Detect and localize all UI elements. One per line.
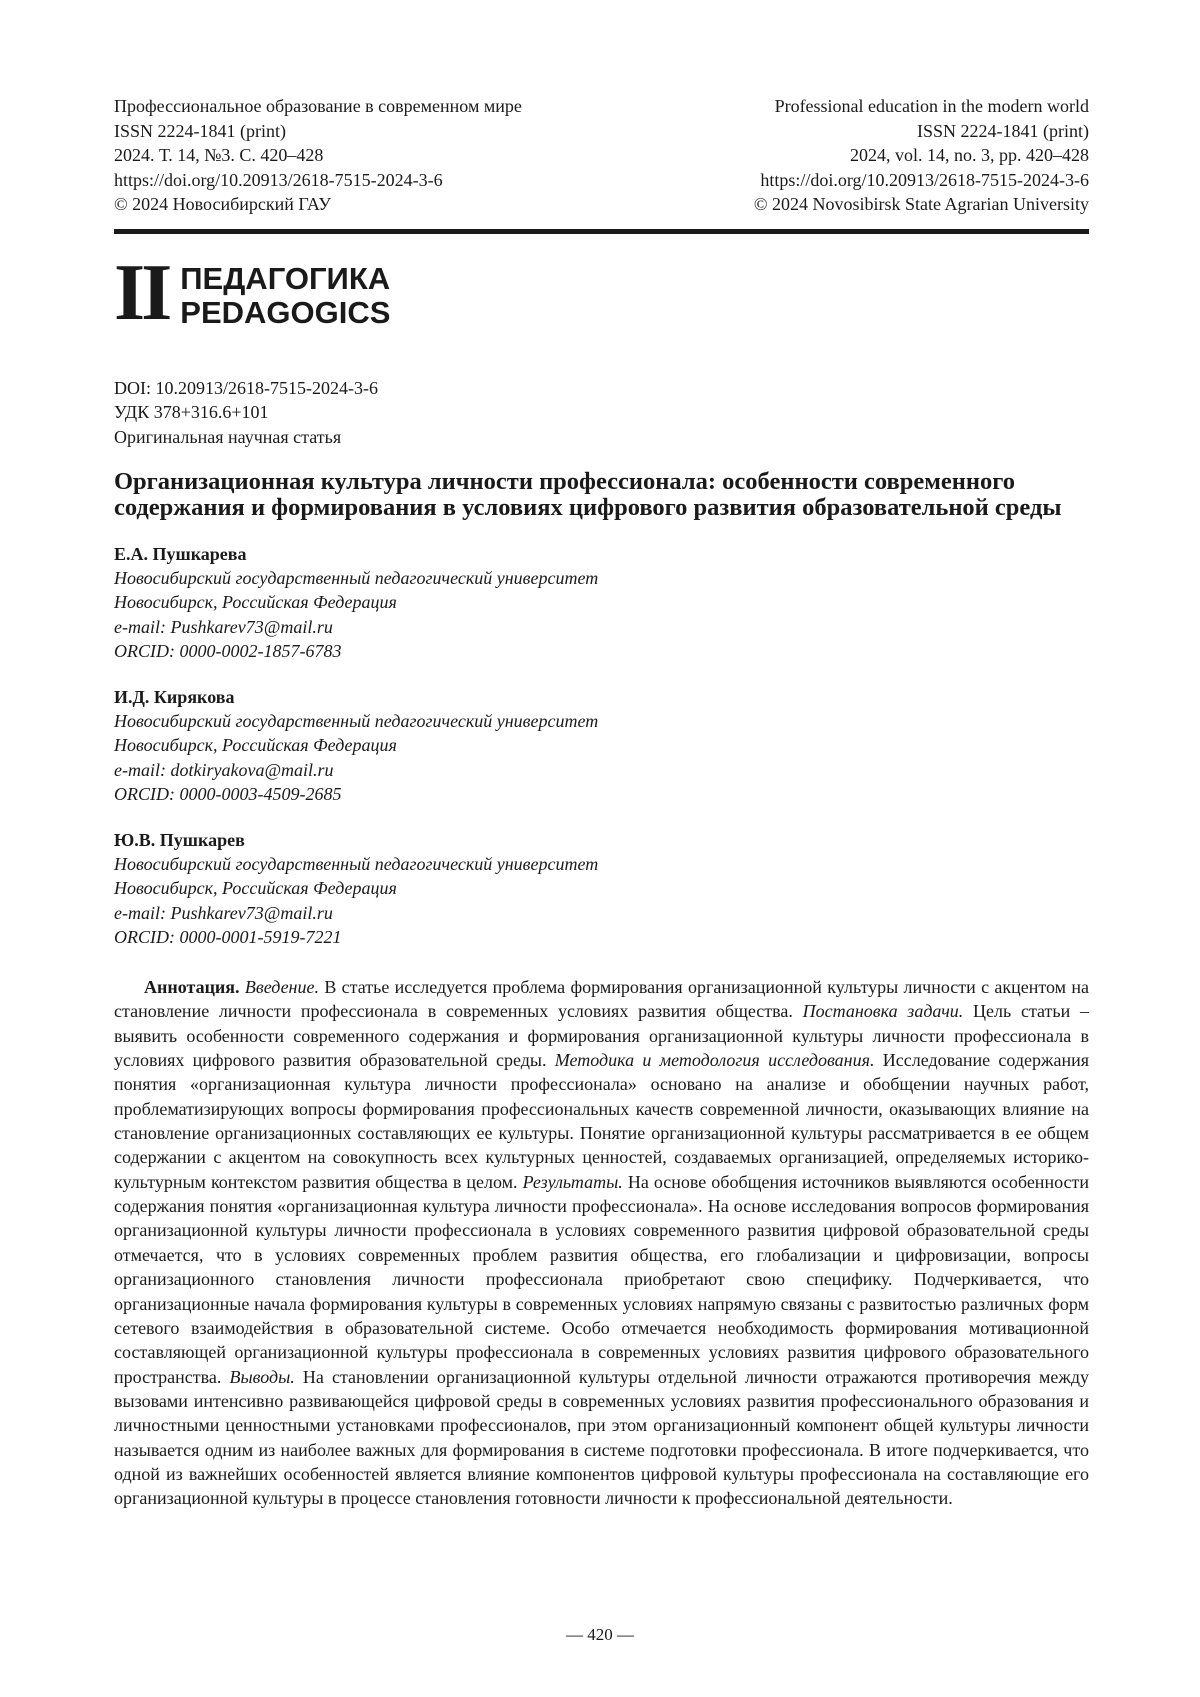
journal-header: [114, 94, 1089, 217]
author-email[interactable]: e-mail: dotkiryakova@mail.ru: [114, 758, 1089, 782]
abstract-conclusions-text: На становлении организационной культуры отдельной личности отражаются противоречия между вызовами интенсивно развивающейся цифровой среды в современных условиях развития профессионального образования и личностными ценностными установками профессионалов, при этом организационный компонент общей культуры личности называется одним из наиболее важных для формирования в системе подготовки профессионала. В итоге подчеркивается, что одной из важнейших особенностей является влияние компонентов цифровой культуры профессионала на составляющие его организационной культуры в процессе становления готовности личности к профессиональной деятельности.: [114, 1367, 1089, 1509]
section-name-ru: ПЕДАГОГИКА: [180, 262, 390, 296]
copyright-ru: © 2024 Новосибирский ГАУ: [114, 192, 522, 217]
article-doi: DOI: 10.20913/2618-7515-2024-3-6: [114, 376, 1089, 401]
article-title: Организационная культура личности профессионала: особенности современного содержания и формирования в условиях цифрового развития образовательной среды: [114, 469, 1089, 520]
author-affiliation: Новосибирский государственный педагогический университет: [114, 566, 1089, 590]
section-names: [180, 262, 390, 330]
journal-header-ru: [114, 94, 522, 217]
journal-header-en: [754, 94, 1089, 217]
abstract-task-text: Цель статьи – выявить особенности современного содержания и формирования организационной культуры личности профессионала в условиях цифрового развития образовательной среды.: [114, 1001, 1089, 1070]
page-number: — 420 —: [0, 1625, 1200, 1645]
section-name-en: PEDAGOGICS: [180, 296, 390, 330]
abstract-method-text: Исследование содержания понятия «организационная культура личности профессионала» основано на анализе и обобщении научных работ, проблематизирующих вопросы формирования профессиональных качеств современной личности, оказывающих влияние на становление организационных составляющих ее культуры. Понятие организационной культуры рассматривается в ее общем содержании с акцентом на совокупность всех культурных ценностей, создаваемых организацией, определяемых историко-культурным контекстом развития общества в целом.: [114, 1050, 1089, 1192]
article-meta: [114, 376, 1089, 450]
abstract-task-label: Постановка задачи.: [803, 1001, 964, 1021]
author-block: [114, 828, 1089, 949]
copyright-en: © 2024 Novosibirsk State Agrarian University: [754, 192, 1089, 217]
journal-title-ru: Профессиональное образование в современном мире: [114, 94, 522, 119]
abstract-intro-text: В статье исследуется проблема формирования организационной культуры личности с акцентом на становление личности профессионала в современных условиях развития общества.: [114, 977, 1089, 1021]
author-orcid: ORCID: 0000-0003-4509-2685: [114, 782, 1089, 806]
author-location: Новосибирск, Российская Федерация: [114, 876, 1089, 900]
doi-link-en[interactable]: https://doi.org/10.20913/2618-7515-2024-3-6: [754, 168, 1089, 193]
article-page: [114, 94, 1089, 1529]
author-email[interactable]: e-mail: Pushkarev73@mail.ru: [114, 901, 1089, 925]
abstract-results-label: Результаты.: [523, 1172, 623, 1192]
author-location: Новосибирск, Российская Федерация: [114, 733, 1089, 757]
author-orcid: ORCID: 0000-0002-1857-6783: [114, 639, 1089, 663]
author-orcid: ORCID: 0000-0001-5919-7221: [114, 925, 1089, 949]
issue-ru: 2024. Т. 14, №3. С. 420–428: [114, 143, 522, 168]
issn-ru: ISSN 2224-1841 (print): [114, 119, 522, 144]
journal-title-en: Professional education in the modern world: [754, 94, 1089, 119]
abstract-label: Аннотация.: [144, 977, 240, 997]
issue-en: 2024, vol. 14, no. 3, pp. 420–428: [754, 143, 1089, 168]
author-email[interactable]: e-mail: Pushkarev73@mail.ru: [114, 615, 1089, 639]
section-number: II: [114, 260, 168, 326]
author-block: [114, 542, 1089, 663]
section-heading: [114, 260, 1089, 346]
author-location: Новосибирск, Российская Федерация: [114, 590, 1089, 614]
article-type: Оригинальная научная статья: [114, 425, 1089, 450]
author-name: И.Д. Кирякова: [114, 685, 1089, 709]
author-name: Ю.В. Пушкарев: [114, 828, 1089, 852]
author-block: [114, 685, 1089, 806]
abstract-conclusions-label: Выводы.: [229, 1367, 294, 1387]
abstract: [114, 975, 1089, 1511]
abstract-method-label: Методика и методология исследования.: [555, 1050, 875, 1070]
article-udk: УДК 378+316.6+101: [114, 400, 1089, 425]
author-name: Е.А. Пушкарева: [114, 542, 1089, 566]
issn-en: ISSN 2224-1841 (print): [754, 119, 1089, 144]
header-divider: [114, 229, 1089, 234]
author-affiliation: Новосибирский государственный педагогический университет: [114, 852, 1089, 876]
doi-link-ru[interactable]: https://doi.org/10.20913/2618-7515-2024-3-6: [114, 168, 522, 193]
abstract-intro-label: Введение.: [245, 977, 319, 997]
abstract-results-text: На основе обобщения источников выявляются особенности содержания понятия «организационная культура личности профессионала». На основе исследования вопросов формирования организационной культуры личности профессионала в условиях современного развития цифровой образовательной среды отмечается, что в условиях современных проблем развития общества, его глобализации и цифровизации, вопросы организационного становления личности профессионала приобретают свою специфику. Подчеркивается, что организационные начала формирования культуры в современных условиях напрямую связаны с развитостью различных форм сетевого взаимодействия в образовательной системе. Особо отмечается необходимость формирования мотивационной составляющей организационной культуры профессионала в современных условиях развития цифрового образовательного пространства.: [114, 1172, 1089, 1387]
author-affiliation: Новосибирский государственный педагогический университет: [114, 709, 1089, 733]
